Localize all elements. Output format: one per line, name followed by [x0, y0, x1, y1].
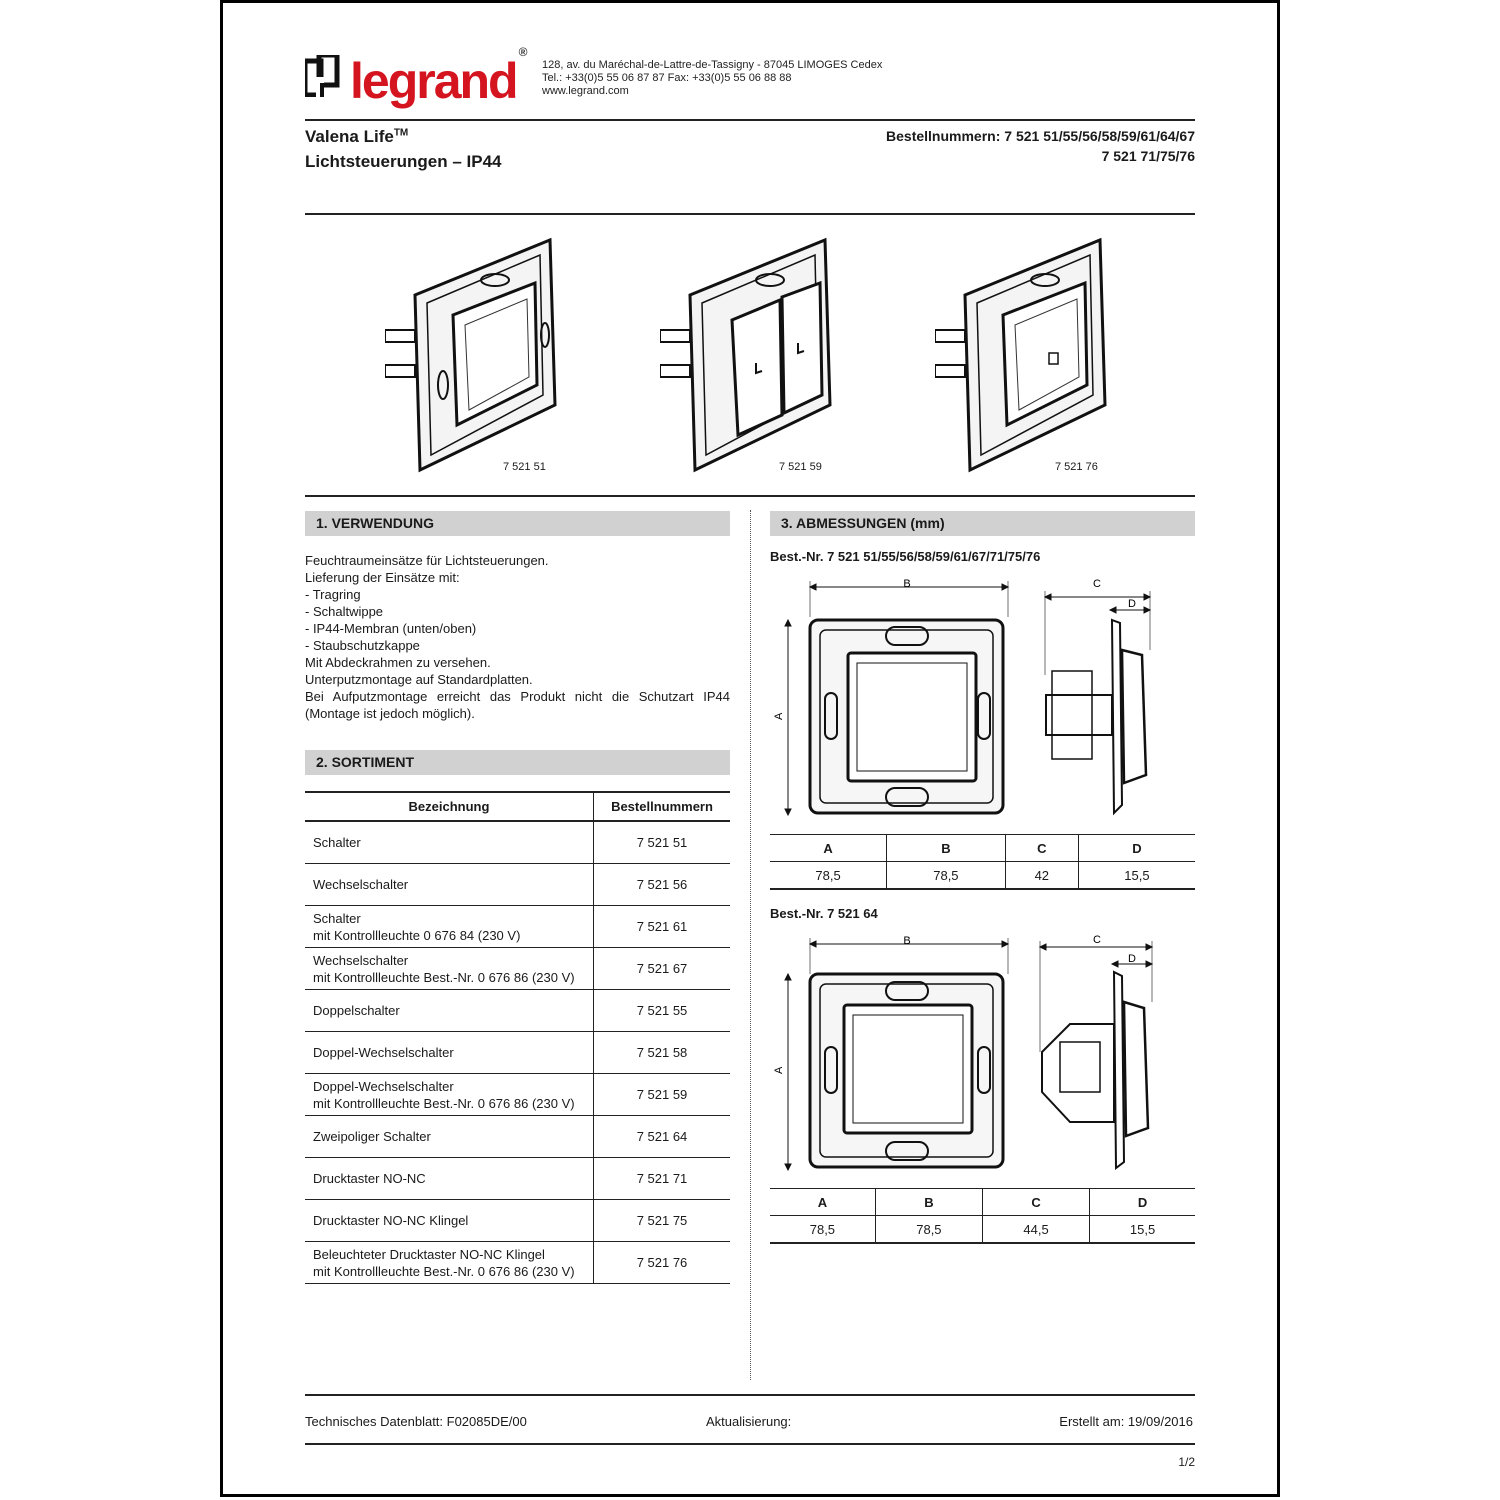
order-number-cell: 7 521 51 [594, 821, 731, 864]
dim-value: 78,5 [770, 862, 887, 890]
table-row [305, 821, 730, 864]
order-number-cell: 7 521 58 [594, 1032, 731, 1074]
dim-label-d: D [1128, 598, 1136, 610]
dim-label-b: B [903, 578, 911, 590]
dim-header-b: B [887, 835, 1006, 862]
product-name-cell: Doppel-Wechselschalter [305, 1032, 594, 1074]
dim-value: 44,5 [982, 1216, 1089, 1244]
product-name-cell: Wechselschalter mit Kontrollleuchte Best.-Nr. 0 676 86 (230 V) [305, 948, 594, 990]
legrand-logo-text: legrand® [350, 45, 526, 109]
usage-text: Feuchtraumeinsätze für Lichtsteuerungen. Lieferung der Einsätze mit: - Tragring - Schaltwippe - IP44-Membran (unten/oben) - Staubschutzkappe Mit Abdeckrahmen zu versehen. Unterputzmontage auf Standardplatten. Bei Aufputzmontage erreicht das Produkt nicht die Schutzart IP44 (Montage ist jedoch möglich). [305, 553, 730, 721]
dim-header-a: A [770, 835, 887, 862]
product-name-cell: Doppelschalter [305, 990, 594, 1032]
dimension-drawing [770, 932, 1195, 1177]
phone-fax-line: Tel.: +33(0)5 55 06 87 87 Fax: +33(0)5 55 06 88 88 [542, 72, 792, 84]
product-name-cell: Beleuchteter Drucktaster NO-NC Klingel mit Kontrollleuchte Best.-Nr. 0 676 86 (230 V) [305, 1242, 594, 1284]
order-number-cell: 7 521 55 [594, 990, 731, 1032]
column-header: Bezeichnung [305, 792, 594, 821]
table-row [305, 1116, 730, 1158]
datasheet-id: Technisches Datenblatt: F02085DE/00 [305, 1414, 527, 1429]
dim-header-a: A [770, 1189, 875, 1216]
dimension-table [770, 834, 1195, 890]
dim-label-c: C [1093, 934, 1101, 946]
section-heading-abmessungen: 3. ABMESSUNGEN (mm) [770, 511, 1195, 536]
table-row [305, 1032, 730, 1074]
order-number-cell: 7 521 61 [594, 906, 731, 948]
dim-label-a: A [773, 712, 785, 720]
order-number-cell: 7 521 64 [594, 1116, 731, 1158]
table-row [305, 990, 730, 1032]
table-row [305, 1074, 730, 1116]
product-name-cell: Drucktaster NO-NC Klingel [305, 1200, 594, 1242]
product-name-cell: Drucktaster NO-NC [305, 1158, 594, 1200]
divider [305, 1443, 1195, 1445]
product-subtitle: Lichtsteuerungen – IP44 [305, 152, 502, 171]
product-label: 7 521 76 [1055, 461, 1098, 473]
page-number: 1/2 [1178, 1455, 1195, 1469]
product-label: 7 521 51 [503, 461, 546, 473]
dim-label-a: A [773, 1066, 785, 1074]
dim-value: 78,5 [887, 862, 1006, 890]
table-row [305, 864, 730, 906]
order-number-cell: 7 521 67 [594, 948, 731, 990]
order-number-heading: Best.-Nr. 7 521 51/55/56/58/59/61/67/71/75/76 [770, 549, 1041, 564]
table-row [305, 906, 730, 948]
order-number-cell: 7 521 59 [594, 1074, 731, 1116]
table-row [305, 1200, 730, 1242]
dim-header-d: D [1078, 835, 1195, 862]
update-label: Aktualisierung: [706, 1414, 792, 1429]
created-date: Erstellt am: 19/09/2016 [1059, 1414, 1193, 1429]
product-image-single-switch [385, 235, 585, 475]
dim-value: 78,5 [770, 1216, 875, 1244]
product-title: Valena Life™ [305, 127, 409, 146]
dim-value: 78,5 [875, 1216, 982, 1244]
dimension-drawing [770, 575, 1195, 820]
dim-value: 42 [1005, 862, 1078, 890]
dim-label-b: B [903, 935, 911, 947]
divider [305, 213, 1195, 215]
dimension-table [770, 1188, 1195, 1244]
website-line: www.legrand.com [542, 85, 629, 97]
column-header: Bestellnummern [594, 792, 731, 821]
dim-header-c: C [982, 1189, 1089, 1216]
product-name-cell: Wechselschalter [305, 864, 594, 906]
dim-header-b: B [875, 1189, 982, 1216]
section-heading-verwendung: 1. VERWENDUNG [305, 511, 730, 536]
dim-value: 15,5 [1078, 862, 1195, 890]
company-address [542, 59, 882, 98]
order-numbers: Bestellnummern: 7 521 51/55/56/58/59/61/64/67 7 521 71/75/76 [886, 128, 1195, 164]
product-name-cell: Zweipoliger Schalter [305, 1116, 594, 1158]
order-number-cell: 7 521 76 [594, 1242, 731, 1284]
product-label: 7 521 59 [779, 461, 822, 473]
table-row [305, 1242, 730, 1284]
product-name-cell: Schalter [305, 821, 594, 864]
table-row [305, 948, 730, 990]
order-number-heading: Best.-Nr. 7 521 64 [770, 906, 878, 921]
product-name-cell: Schalter mit Kontrollleuchte 0 676 84 (230 V) [305, 906, 594, 948]
dim-value: 15,5 [1090, 1216, 1195, 1244]
divider [305, 495, 1195, 497]
product-image-double-switch [660, 235, 860, 475]
order-number-cell: 7 521 71 [594, 1158, 731, 1200]
dim-label-c: C [1093, 578, 1101, 590]
assortment-table [305, 791, 730, 1284]
product-name-cell: Doppel-Wechselschalter mit Kontrollleuchte Best.-Nr. 0 676 86 (230 V) [305, 1074, 594, 1116]
product-image-push-button [935, 235, 1135, 475]
legrand-logo-mark [305, 55, 341, 97]
address-line: 128, av. du Maréchal-de-Lattre-de-Tassigny - 87045 LIMOGES Cedex [542, 59, 883, 71]
dim-header-d: D [1090, 1189, 1195, 1216]
dim-header-c: C [1005, 835, 1078, 862]
section-heading-sortiment: 2. SORTIMENT [305, 750, 730, 775]
order-number-cell: 7 521 56 [594, 864, 731, 906]
divider [305, 119, 1195, 121]
table-row [305, 1158, 730, 1200]
order-number-cell: 7 521 75 [594, 1200, 731, 1242]
dim-label-d: D [1128, 953, 1136, 965]
column-separator [750, 510, 751, 1380]
divider [305, 1394, 1195, 1396]
